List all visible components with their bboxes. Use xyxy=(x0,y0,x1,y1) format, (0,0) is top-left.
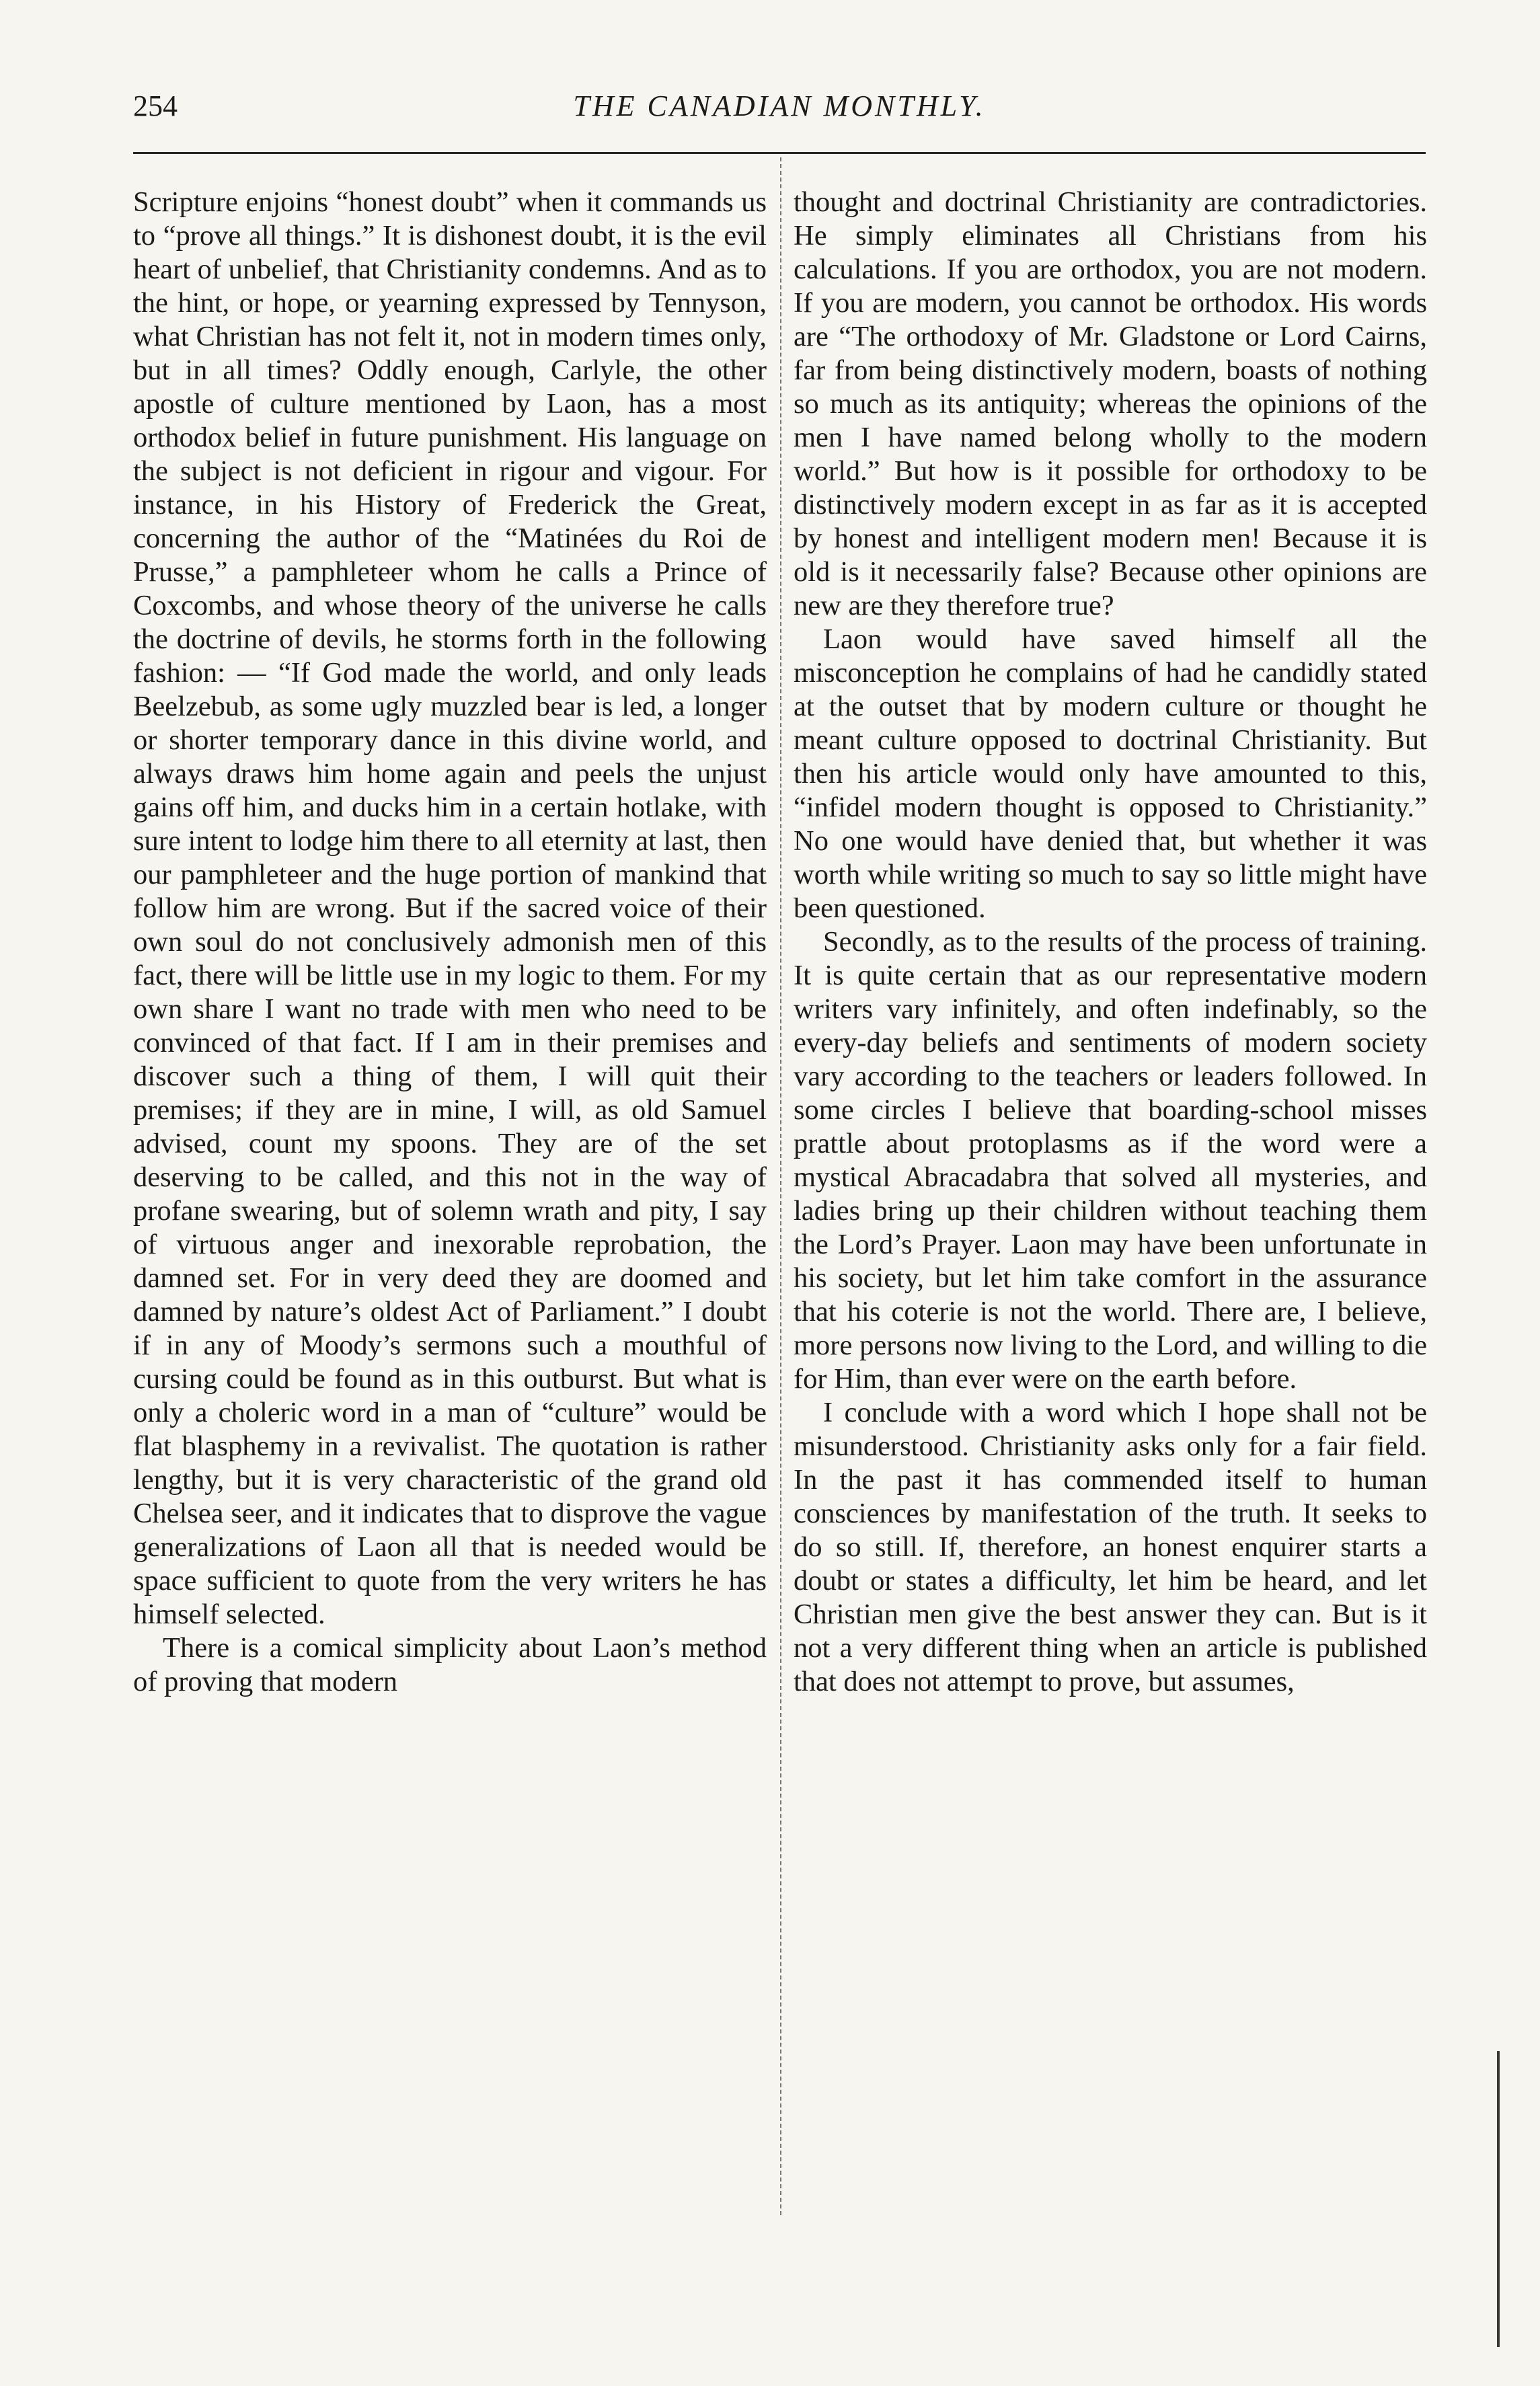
paragraph: Laon would have saved himself all the misconception he complains of had he candidly stated at the outset that by modern culture or thought he meant culture opposed to doctrinal Christianity. But then his article would only have amounted to this, “infidel modern thought is opposed to Christianity.” No one would have denied that, but whether it was worth while writing so much to say so little might have been questioned. xyxy=(794,623,1427,924)
paragraph: I conclude with a word which I hope shall not be misunderstood. Christianity asks only for a fair field. In the past it has commended itself to human consciences by manifestation of the truth. It seeks to do so still. If, therefore, an honest enquirer starts a doubt or states a difficulty, let him be heard, and let Christian men give the best answer they can. But is it not a very different thing when an article is published that does not attempt to prove, but assumes, xyxy=(794,1397,1427,1697)
paragraph: thought and doctrinal Christianity are contradictories. He simply eliminates all Christians from his calculations. If you are orthodox, you are not modern. If you are modern, you cannot be orthodox. His words are “The orthodoxy of Mr. Gladstone or Lord Cairns, far from being distinctively modern, boasts of nothing so much as its antiquity; whereas the opinions of the men I have named belong wholly to the modern world.” But how is it possible for orthodoxy to be distinctively modern except in as far as it is accepted by honest and intelligent modern men! Because it is old is it necessarily false? Because other opinions are new are they therefore true? xyxy=(794,186,1427,621)
paragraph: Scripture enjoins “honest doubt” when it commands us to “prove all things.” It is dishonest doubt, it is the evil heart of unbelief, that Christianity condemns. And as to the hint, or hope, or yearning expressed by Tennyson, what Christian has not felt it, not in modern times only, but in all times? Oddly enough, Carlyle, the other apostle of culture mentioned by Laon, has a most orthodox belief in future punishment. His language on the subject is not deficient in rigour and vigour. For instance, in his History of Frederick the Great, concerning the author of the “Matinées du Roi de Prusse,” a pamphleteer whom he calls a Prince of Coxcombs, and whose theory of the universe he calls the doctrine of devils, he storms forth in the following fashion: — “If God made the world, and only leads Beelzebub, as some ugly muzzled bear is led, a longer or shorter temporary dance in this divine world, and always draws him home again and peels the unjust gains off him, and ducks him in a certain hotlake, with sure intent to lodge him there to all eternity at last, then our pamphleteer and the huge portion of mankind that follow him are wrong. But if the sacred voice of their own soul do not conclusively admonish men of this fact, there will be little use in my logic to them. For my own share I want no trade with men who need to be convinced of that fact. If I am in their premises and discover such a thing of them, I will quit their premises; if they are in mine, I will, as old Samuel advised, count my spoons. They are of the set deserving to be called, and this not in the way of profane swearing, but of solemn wrath and pity, I say of virtuous anger and inexorable reprobation, the damned set. For in very deed they are doomed and damned by nature’s oldest Act of Parliament.” I doubt if in any of Moody’s sermons such a mouthful of cursing could be found as in this outburst. But what is only a choleric word in a man of “culture” would be flat blasphemy in a revivalist. The quotation is rather lengthy, but it is very characteristic of the grand old Chelsea seer, and it indicates that to disprove the vague generalizations of Laon all that is needed would be space sufficient to quote from the very writers he has himself selected. xyxy=(133,186,767,1630)
header-rule xyxy=(133,152,1426,154)
paragraph: There is a comical simplicity about Laon’s method of proving that modern xyxy=(133,1632,767,1697)
paragraph: Secondly, as to the results of the process of training. It is quite certain that as our representative modern writers vary infinitely, and often indefinably, so the every-day beliefs and sentiments of modern society vary according to the teachers or leaders followed. In some circles I believe that boarding-school misses prattle about protoplasms as if the word were a mystical Abracadabra that solved all mysteries, and ladies bring up their children without teaching them the Lord’s Prayer. Laon may have been unfortunate in his society, but let him take comfort in the assurance that his coterie is not the world. There are, I believe, more persons now living to the Lord, and willing to die for Him, than ever were on the earth before. xyxy=(794,926,1427,1395)
column-divider xyxy=(780,157,781,2215)
right-column xyxy=(794,186,1427,2223)
page-header xyxy=(133,86,1426,126)
left-column xyxy=(133,186,767,2223)
page-number: 254 xyxy=(133,89,178,122)
running-title: THE CANADIAN MONTHLY. xyxy=(573,89,986,122)
binding-edge-mark xyxy=(1497,2051,1500,2347)
